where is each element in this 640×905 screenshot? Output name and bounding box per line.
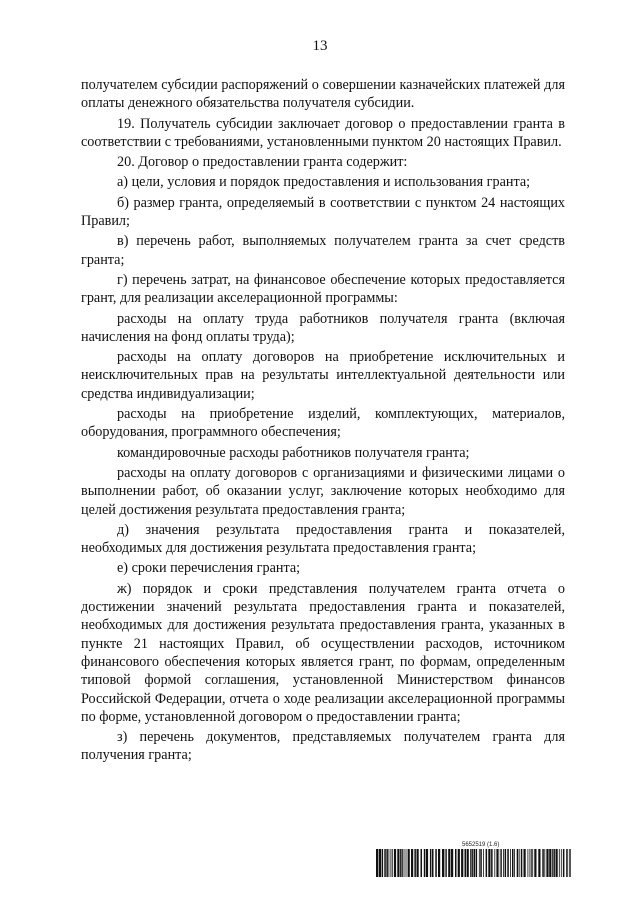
paragraph: а) цели, условия и порядок предоставления и использования гранта; [117,174,531,191]
barcode-bar [488,849,490,877]
paragraph: 20. Договор о предоставлении гранта содержит: [117,154,408,171]
barcode-bar [394,849,396,877]
barcode-bar [455,849,457,877]
paragraph: расходы на приобретение изделий, комплектующих, материалов, оборудования, программного обеспечения; [81,406,565,441]
paragraph: е) сроки перечисления гранта; [117,560,301,577]
paragraph: расходы на оплату труда работников получателя гранта (включая начисления на фонд оплаты труда); [81,310,565,345]
barcode-bar [470,849,471,877]
barcode-bar [559,849,560,877]
barcode-bar [491,849,493,877]
barcode-bar [556,849,558,877]
barcode-bar [471,849,473,877]
barcode-image [376,849,571,877]
paragraph: ж) порядок и сроки представления получателем гранта отчета о достижении значений результата предоставления гранта и показателей, необходимых для достижения результата предоставления гранта, указанных в пункте 21 настоящих Правил, об осуществлении расходов, источником финансового обеспечения которых является грант, по формам, определенным типовой формой соглашения, установленной Министерством финансов Российской Федерации, отчета о ходе реализации акселерационной программы по форме, установленной договором о предоставлении гранта; [81,580,565,725]
barcode-bar [465,849,467,877]
barcode-bar [442,849,444,877]
barcode-bar [384,849,386,877]
barcode-bar [424,849,426,877]
paragraph: командировочные расходы работников получателя гранта; [117,444,470,461]
barcode-bar [494,849,495,877]
barcode-bar [521,849,523,877]
barcode-bar [546,849,548,877]
barcode-bar [432,849,434,877]
barcode-bar [376,849,378,877]
document-code: 5652519 (1.6) [462,842,500,848]
paragraph: 19. Получатель субсидии заключает договор о предоставлении гранта в соответствии с требованиями, установленными пунктом 20 настоящих Правил. [81,115,565,150]
barcode-bar [569,849,570,877]
paragraph: расходы на оплату договоров на приобретение исключительных и неисключительных прав на результаты интеллектуальной деятельности или средства индивидуализации; [81,349,565,402]
barcode-bar [514,849,515,877]
barcode-bar [402,849,403,877]
barcode-bar [483,849,484,877]
barcode-bar [542,849,544,877]
barcode-bar [531,849,532,877]
barcode-bar [517,849,519,877]
barcode-bar [411,849,413,877]
barcode-bar [391,849,392,877]
barcode-bar [524,849,526,877]
paragraph: д) значения результата предоставления гранта и показателей, необходимых для достижения результата предоставления гранта; [81,521,565,557]
barcode-bar [426,849,428,877]
barcode-bar [430,849,432,877]
barcode-bar [570,849,571,877]
barcode-bar [534,849,536,877]
barcode-bar [389,849,390,877]
barcode-bar [532,849,533,877]
barcode-bar [451,849,453,877]
barcode-bar [474,849,476,877]
barcode-bar [458,849,460,877]
barcode-bar [510,849,511,877]
barcode-bar [480,849,482,877]
barcode-bar [392,849,393,877]
barcode-bar [528,849,529,877]
barcode-bar [408,849,410,877]
paragraph: в) перечень работ, выполняемых получателем гранта за счет средств гранта; [81,233,565,268]
barcode-bar [544,849,545,877]
barcode-bar [538,849,540,877]
barcode-bar [566,849,568,877]
barcode-bar [386,849,388,877]
barcode-bar [445,849,446,877]
barcode-bar [503,849,504,877]
barcode-bar [446,849,447,877]
barcode-bar [501,849,502,877]
barcode-bar [479,849,480,877]
barcode-bar [507,849,509,877]
barcode-bar [505,849,507,877]
barcode-bar [552,849,553,877]
barcode-bar [476,849,478,877]
barcode-bar [421,849,423,877]
barcode-bar [553,849,555,877]
barcode-bar [486,849,488,877]
barcode-bar [397,849,399,877]
paragraph: получателем субсидии распоряжений о совершении казначейских платежей для оплаты денежного обязательства получателя субсидии. [81,77,565,112]
barcode-bar [404,849,405,877]
barcode-bar [549,849,551,877]
barcode-bar [438,849,440,877]
barcode-bar [467,849,469,877]
barcode-bar [414,849,416,877]
barcode-bar [400,849,402,877]
barcode-bar [435,849,437,877]
page-number: 13 [312,38,328,54]
barcode-bar [561,849,562,877]
barcode-bar [379,849,381,877]
paragraph: г) перечень затрат, на финансовое обеспечение которых предоставляется грант, для реализации акселерационной программы: [81,271,565,307]
barcode-bar [530,849,531,877]
barcode-bar [382,849,384,877]
document-body [81,76,565,765]
paragraph: расходы на оплату договоров с организациями и физическими лицами о выполнении работ, об оказании услуг, заключение которых необходимо для целей достижения результата предоставления гранта; [81,464,565,518]
barcode-bar [417,849,419,877]
barcode-bar [406,849,407,877]
barcode-bar [512,849,514,877]
barcode-bar [563,849,565,877]
barcode-bar [500,849,501,877]
barcode-bar [496,849,498,877]
paragraph: б) размер гранта, определяемый в соответствии с пунктом 24 настоящих Правил; [81,194,565,230]
paragraph: з) перечень документов, представляемых получателем гранта для получения гранта; [81,729,565,764]
barcode-bar [519,849,520,877]
barcode-bar [448,849,450,877]
barcode-bar [461,849,463,877]
